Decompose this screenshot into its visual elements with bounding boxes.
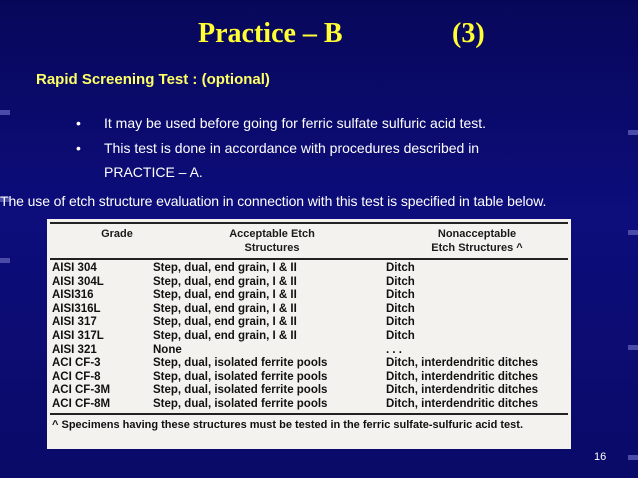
- cell-acceptable: Step, dual, end grain, I & II: [153, 289, 297, 302]
- cell-grade: AISI 317L: [52, 330, 104, 342]
- bullet-item: [76, 115, 486, 131]
- cell-nonacceptable: . . .: [386, 343, 402, 356]
- cell-nonacceptable: Ditch, interdendritic ditches: [386, 384, 539, 397]
- cell-grade: AISI 304: [52, 262, 97, 274]
- cell-acceptable: Step, dual, end grain, I & II: [153, 275, 297, 288]
- bullet-marker: •: [76, 140, 81, 156]
- decorative-bar: [628, 230, 638, 235]
- table-bottom-rule: [50, 413, 568, 415]
- intro-paragraph: The use of etch structure evaluation in connection with this test is specified in table below.: [0, 193, 547, 209]
- cell-acceptable: Step, dual, isolated ferrite pools: [153, 384, 328, 397]
- cell-grade: ACI CF-3: [52, 357, 101, 370]
- cell-grade: AISI 321: [52, 343, 97, 356]
- etch-structure-table: [47, 219, 571, 449]
- bullet-marker: •: [76, 115, 81, 131]
- cell-nonacceptable: Ditch, interdendritic ditches: [386, 357, 539, 370]
- cell-grade: AISI 304L: [52, 275, 104, 288]
- title-number: (3): [452, 18, 485, 49]
- bullet-item: [76, 140, 479, 156]
- slide-title: [0, 18, 638, 54]
- cell-acceptable: Step, dual, isolated ferrite pools: [153, 370, 328, 383]
- decorative-bar: [628, 130, 638, 135]
- cell-grade: ACI CF-8: [52, 370, 101, 383]
- decorative-bar: [0, 258, 10, 263]
- cell-grade: AISI316L: [52, 302, 101, 315]
- cell-grade: AISI316: [52, 289, 94, 302]
- header-nonacceptable: [392, 227, 562, 255]
- cell-nonacceptable: Ditch: [386, 302, 415, 315]
- cell-acceptable: Step, dual, end grain, I & II: [153, 330, 297, 342]
- decorative-bar: [0, 110, 10, 115]
- cell-acceptable: Step, dual, isolated ferrite pools: [153, 398, 328, 410]
- cell-grade: AISI 317: [52, 316, 97, 329]
- bullet-text: This test is done in accordance with procedures described in: [104, 140, 480, 156]
- cell-nonacceptable: Ditch, interdendritic ditches: [386, 370, 539, 383]
- bullet-continuation: PRACTICE – A.: [104, 164, 203, 180]
- section-heading: Rapid Screening Test : (optional): [36, 71, 270, 88]
- header-acceptable: [187, 227, 357, 255]
- cell-nonacceptable: Ditch, interdendritic ditches: [386, 398, 539, 410]
- decorative-bar: [628, 345, 638, 350]
- cell-nonacceptable: Ditch: [386, 275, 415, 288]
- cell-nonacceptable: Ditch: [386, 316, 415, 329]
- cell-acceptable: None: [153, 343, 182, 356]
- table-top-rule: [50, 222, 568, 224]
- cell-nonacceptable: Ditch: [386, 330, 415, 342]
- table-header-rule: [50, 258, 568, 260]
- cell-nonacceptable: Ditch: [386, 262, 415, 274]
- header-acceptable-line2: Structures: [244, 242, 300, 254]
- header-nonacceptable-line2: Etch Structures ^: [431, 242, 523, 254]
- cell-grade: ACI CF-3M: [52, 384, 111, 397]
- header-acceptable-line1: Acceptable Etch: [229, 228, 315, 240]
- title-text: Practice – B: [198, 18, 343, 49]
- cell-nonacceptable: Ditch: [386, 289, 415, 302]
- cell-acceptable: Step, dual, end grain, I & II: [153, 302, 297, 315]
- header-grade: Grade: [101, 228, 133, 240]
- cell-grade: ACI CF-8M: [52, 398, 111, 410]
- bullet-text: It may be used before going for ferric sulfate sulfuric acid test.: [104, 115, 487, 131]
- header-nonacceptable-line1: Nonacceptable: [437, 228, 517, 240]
- cell-acceptable: Step, dual, end grain, I & II: [153, 316, 297, 329]
- cell-acceptable: Step, dual, end grain, I & II: [153, 262, 297, 274]
- table-footnote: ^ Specimens having these structures must be tested in the ferric sulfate-sulfuric acid test.: [52, 419, 524, 431]
- cell-acceptable: Step, dual, isolated ferrite pools: [153, 357, 328, 370]
- decorative-bar: [628, 455, 638, 460]
- page-number: 16: [594, 451, 607, 463]
